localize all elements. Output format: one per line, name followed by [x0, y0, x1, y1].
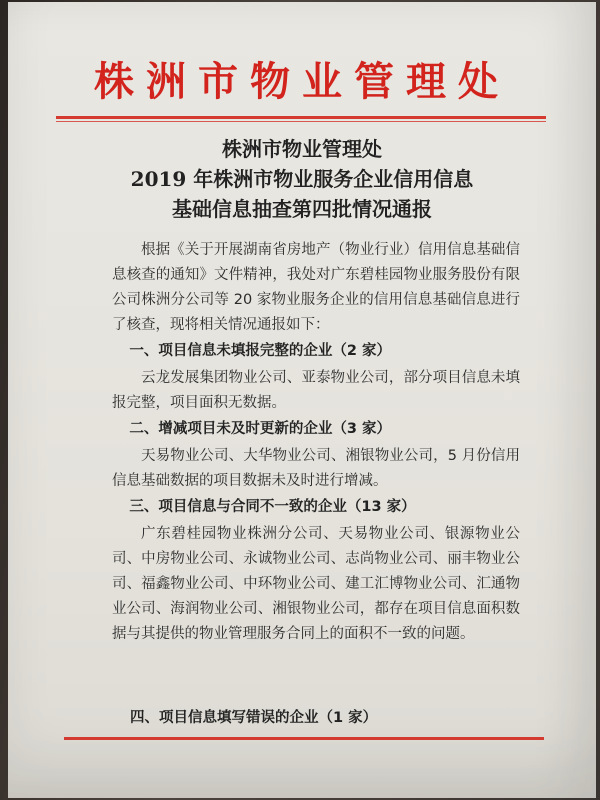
doc-title-line-1: 株洲市物业管理处 [222, 137, 382, 161]
document-page [8, 2, 596, 798]
section-1-text: 云龙发展集团物业公司、亚泰物业公司，部分项目信息未填报完整，项目面积无数据。 [112, 370, 520, 411]
intro-paragraph: 根据《关于开展湖南省房地产（物业行业）信用信息基础信息核查的通知》文件精神，我处对广东碧桂园物业服务股份有限公司株洲分公司等 20 家物业服务企业的信用信息基础信息进行了核查，现将相关情况通报如下： [112, 242, 520, 333]
section-3-text: 广东碧桂园物业株洲分公司、天易物业公司、银源物业公司、中房物业公司、永诚物业公司、志尚物业公司、丽丰物业公司、福鑫物业公司、中环物业公司、建工汇博物业公司、汇通物业公司、海润物业公司、湘银物业公司，都存在项目信息面积数据与其提供的物业管理服务合同上的面积不一致的问题。 [112, 526, 520, 642]
section-2-heading: 二、增减项目未及时更新的企业（3 家） [129, 421, 392, 437]
doc-title-line-3: 基础信息抽查第四批情况通报 [172, 197, 432, 221]
document-body [112, 238, 520, 648]
red-divider-top-thin [56, 121, 546, 122]
red-divider-top [56, 116, 546, 119]
section-3-heading: 三、项目信息与合同不一致的企业（13 家） [129, 499, 416, 515]
section-2-text: 天易物业公司、大华物业公司、湘银物业公司，5 月份信用信息基础数据的项目数据未及时进行增减。 [112, 448, 520, 489]
doc-title-line-2: 2019 年株洲市物业服务企业信用信息 [130, 167, 474, 191]
section-1-heading: 一、项目信息未填报完整的企业（2 家） [129, 343, 392, 359]
red-masthead: 株洲市物业管理处 [94, 58, 510, 105]
section-4-heading: 四、项目信息填写错误的企业（1 家） [130, 710, 378, 726]
red-divider-bottom [64, 737, 544, 740]
